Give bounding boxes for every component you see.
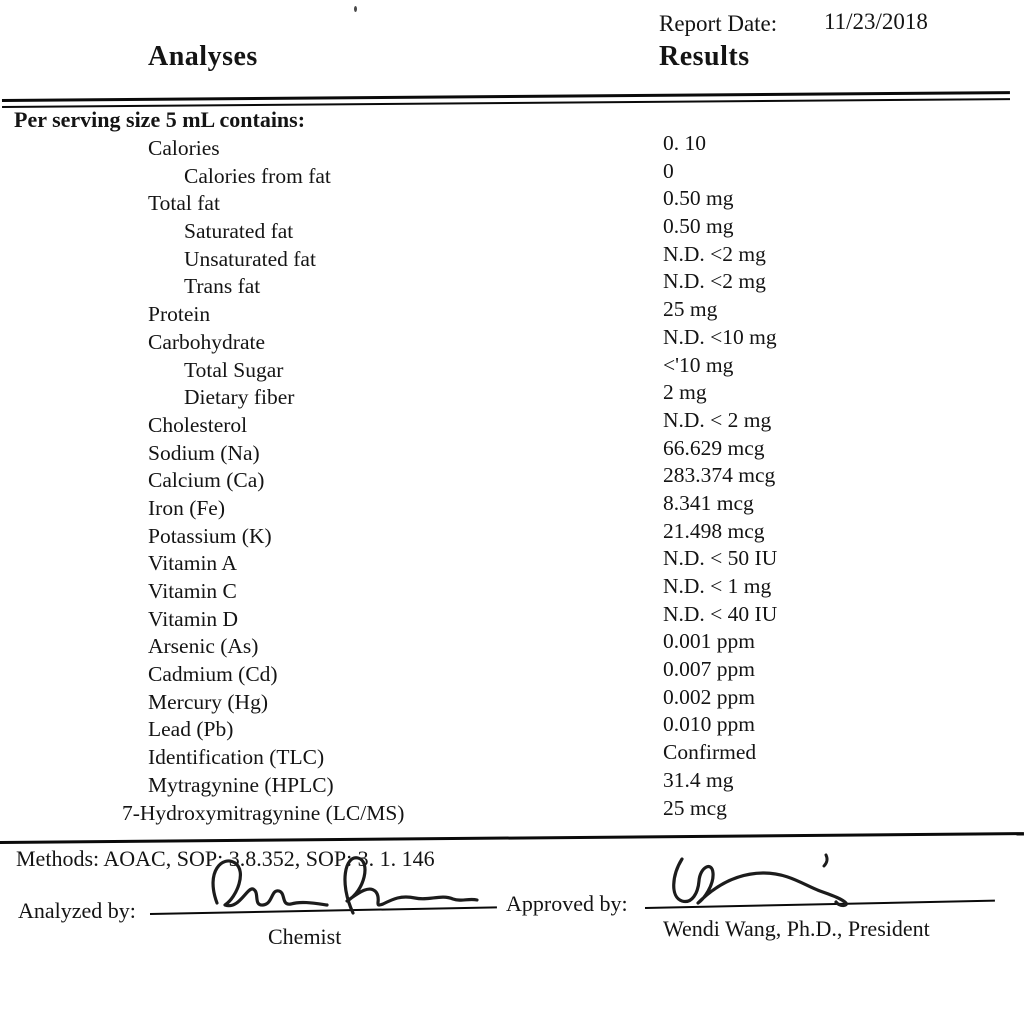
result-value: 0.001 ppm	[663, 629, 755, 654]
analyte-label: Unsaturated fat	[184, 246, 316, 271]
result-value: 25 mg	[663, 297, 718, 322]
analyte-label: Trans fat	[184, 274, 261, 299]
table-row	[0, 518, 1024, 552]
table-row	[0, 407, 1024, 441]
table-row	[0, 463, 1024, 496]
table-row	[0, 324, 1024, 358]
report-date-value: 11/23/2018	[824, 9, 928, 34]
analyte-label: Protein	[148, 302, 211, 327]
analyte-label: Saturated fat	[184, 219, 294, 244]
table-row	[0, 214, 1024, 247]
table-row	[0, 352, 1024, 386]
analyte-label: Vitamin A	[148, 551, 237, 576]
table-row	[0, 601, 1024, 635]
table-row	[0, 546, 1024, 579]
table-row	[0, 629, 1024, 662]
result-value: N.D. < 50 IU	[663, 546, 778, 571]
report-date-label: Report Date:	[659, 11, 778, 36]
analyte-label: Dietary fiber	[184, 385, 295, 410]
table-row	[0, 657, 1024, 690]
approved-by-name: Wendi Wang, Ph.D., President	[663, 916, 930, 941]
table-row	[0, 740, 1024, 773]
analyte-label: Total Sugar	[184, 357, 284, 382]
analyses-column-header: Analyses	[148, 41, 258, 72]
result-value: 283.374 mcg	[663, 463, 776, 488]
analyte-label: Potassium (K)	[148, 523, 272, 548]
result-value: N.D. <2 mg	[663, 269, 766, 294]
result-value: 66.629 mcg	[663, 435, 765, 460]
result-value: 0.50 mg	[663, 186, 734, 211]
result-value: 21.498 mcg	[663, 518, 765, 543]
result-value: 0.50 mg	[663, 214, 734, 239]
result-value: 0	[663, 158, 674, 183]
result-value: N.D. <2 mg	[663, 241, 766, 266]
analyte-label: Sodium (Na)	[148, 440, 260, 465]
result-value: 31.4 mg	[663, 767, 734, 792]
result-value: <'10 mg	[663, 352, 734, 377]
result-value: 0.002 ppm	[663, 684, 755, 709]
analyte-label: Calories from fat	[184, 163, 331, 188]
table-row	[0, 712, 1024, 745]
table-row	[0, 380, 1024, 413]
result-value: N.D. < 40 IU	[663, 601, 778, 626]
table-row	[0, 795, 1024, 829]
analyte-label: Arsenic (As)	[148, 634, 259, 659]
result-value: 0.007 ppm	[663, 657, 755, 682]
table-row	[0, 574, 1024, 607]
analyte-label: Cholesterol	[148, 412, 248, 437]
result-value: 0. 10	[663, 131, 706, 155]
approved-by-signature	[642, 847, 902, 909]
result-value: N.D. < 1 mg	[663, 574, 772, 598]
analyte-label: 7-Hydroxymitragynine (LC/MS)	[122, 800, 405, 825]
table-row	[0, 269, 1024, 302]
result-value: Confirmed	[663, 740, 757, 765]
analyte-label: Iron (Fe)	[148, 495, 226, 520]
table-row	[0, 131, 1024, 164]
serving-size-note: Per serving size 5 mL contains:	[14, 107, 306, 132]
result-value: 25 mcg	[663, 795, 727, 820]
analyzed-by-title: Chemist	[268, 924, 342, 949]
table-row	[0, 297, 1024, 330]
analyte-label: Identification (TLC)	[148, 745, 325, 770]
analyte-label: Calcium (Ca)	[148, 468, 265, 493]
analyzed-by-label: Analyzed by:	[18, 898, 136, 923]
methods-line: Methods: AOAC, SOP: 3.8.352, SOP: 3. 1. 146	[16, 846, 435, 871]
footer-divider-rule	[0, 832, 1024, 844]
header-divider-rule	[2, 91, 1010, 108]
table-row	[0, 241, 1024, 275]
analyte-label: Vitamin C	[148, 579, 237, 603]
analyte-label: Mytragynine (HPLC)	[148, 772, 334, 797]
table-row	[0, 767, 1024, 801]
table-row	[0, 435, 1024, 469]
approved-by-label: Approved by:	[506, 891, 628, 916]
analyte-label: Total fat	[148, 191, 220, 216]
analyte-label: Mercury (Hg)	[148, 689, 268, 714]
result-value: 8.341 mcg	[663, 490, 754, 515]
result-value: N.D. < 2 mg	[663, 407, 772, 432]
table-row	[0, 684, 1024, 718]
table-row	[0, 186, 1024, 219]
result-value: N.D. <10 mg	[663, 324, 777, 349]
scan-speck	[354, 6, 357, 12]
table-row	[0, 158, 1024, 192]
analysis-rows	[0, 131, 1024, 828]
results-column-header: Results	[659, 41, 750, 72]
result-value: 0.010 ppm	[663, 712, 755, 737]
table-row	[0, 490, 1024, 524]
analyte-label: Cadmium (Cd)	[148, 662, 278, 687]
analyte-label: Calories	[148, 136, 220, 160]
analyte-label: Carbohydrate	[148, 329, 266, 354]
analyte-label: Vitamin D	[148, 606, 239, 631]
analyzed-by-signature	[195, 849, 485, 917]
analyte-label: Lead (Pb)	[148, 717, 234, 742]
result-value: 2 mg	[663, 380, 707, 405]
